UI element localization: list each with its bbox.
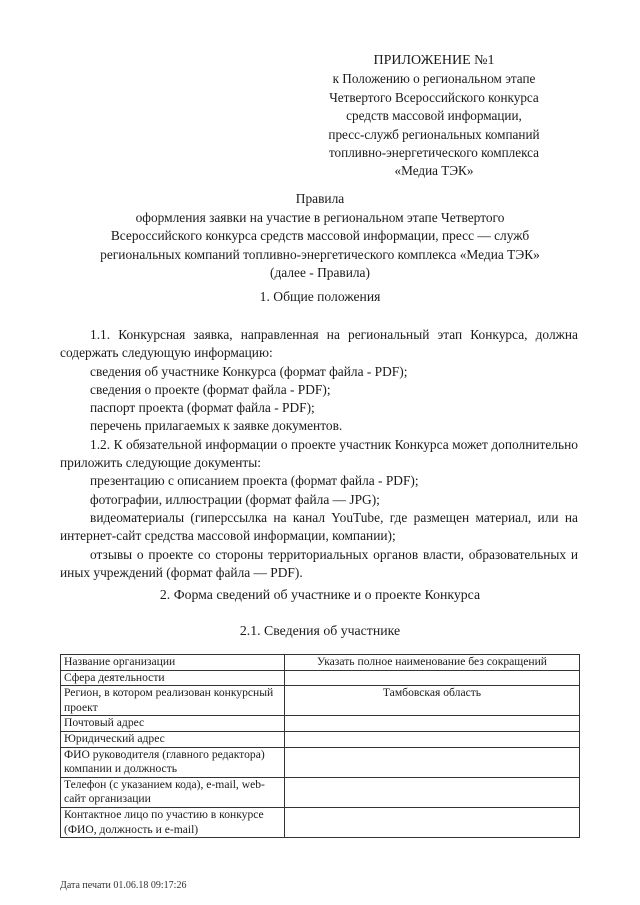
appendix-line: «Медиа ТЭК» [394,163,474,179]
paragraph-1-1: 1.1. Конкурсная заявка, направленная на региональный этап Конкурса, должна содержать следующую информацию: [60,327,578,361]
table-cell-value [285,731,580,747]
table-cell-value: Указать полное наименование без сокращений [285,655,580,671]
section-2-1-heading: 2.1. Сведения об участнике [239,623,401,638]
table-cell-value [285,807,580,837]
list-item: сведения о проекте (формат файла - PDF); [90,381,331,397]
table-cell-value: Тамбовская область [285,686,580,716]
table-row [61,747,580,777]
table-row [61,777,580,807]
table-row [61,670,580,686]
list-item: паспорт проекта (формат файла - PDF); [90,400,315,416]
appendix-line: пресс-служб региональных компаний [328,126,540,142]
section-1-body [60,326,578,582]
table-row [61,731,580,747]
table-cell-label: Сфера деятельности [61,670,285,686]
appendix-header [300,52,568,181]
list-item: фотографии, иллюстрации (формат файла — JPG); [90,491,380,507]
appendix-line: к Положению о региональном этапе [332,71,536,87]
list-item: презентацию с описанием проекта (формат файла - PDF); [90,473,419,489]
table-cell-label: Телефон (с указанием кода), e-mail, web-сайт организации [61,777,285,807]
appendix-line: Четвертого Всероссийского конкурса [329,89,539,105]
appendix-line: топливно-энергетического комплекса [328,145,540,161]
list-item-reviews: отзывы о проекте со стороны территориальных органов власти, образовательных и иных учреждений (формат файла — PDF). [60,546,578,580]
table-cell-value [285,670,580,686]
table-row [61,655,580,671]
table-cell-label: Название организации [61,655,285,671]
table-cell-label: ФИО руководителя (главного редактора) компании и должность [61,747,285,777]
table-cell-label: Юридический адрес [61,731,285,747]
rules-title [50,190,590,283]
paragraph-1-2: 1.2. К обязательной информации о проекте участник Конкурса может дополнительно приложить следующие документы: [60,436,578,471]
rules-title-line: региональных компаний топливно-энергетического комплекса «Медиа ТЭК» [100,246,540,262]
list-item: сведения об участнике Конкурса (формат файла - PDF); [90,363,408,379]
rules-title-line: (далее - Правила) [270,265,370,281]
table-cell-label: Регион, в котором реализован конкурсный проект [61,686,285,716]
section-1-heading: 1. Общие положения [259,289,381,304]
rules-title-line: Правила [295,191,345,206]
rules-title-line: оформления заявки на участие в региональном этапе Четвертого [135,209,505,225]
table-row [61,807,580,837]
table-cell-label: Контактное лицо по участию в конкурсе (ФИО, должность и e-mail) [61,807,285,837]
list-item: перечень прилагаемых к заявке документов. [90,418,343,434]
print-date: Дата печати 01.06.18 09:17:26 [60,880,187,891]
participant-info-table [60,654,580,838]
appendix-title: ПРИЛОЖЕНИЕ №1 [373,53,495,68]
list-item-video: видеоматериалы (гиперссылка на канал YouTube, где размещен материал, или на интернет-сайт средства массовой информации, компании); [60,509,578,544]
table-row [61,716,580,732]
table-cell-value [285,747,580,777]
table-row [61,686,580,716]
rules-title-line: Всероссийского конкурса средств массовой информации, пресс — служб [110,228,530,244]
appendix-line: средств массовой информации, [346,108,522,124]
table-cell-label: Почтовый адрес [61,716,285,732]
section-2-heading: 2. Форма сведений об участнике и о проекте Конкурса [159,587,481,602]
table-cell-value [285,716,580,732]
table-cell-value [285,777,580,807]
